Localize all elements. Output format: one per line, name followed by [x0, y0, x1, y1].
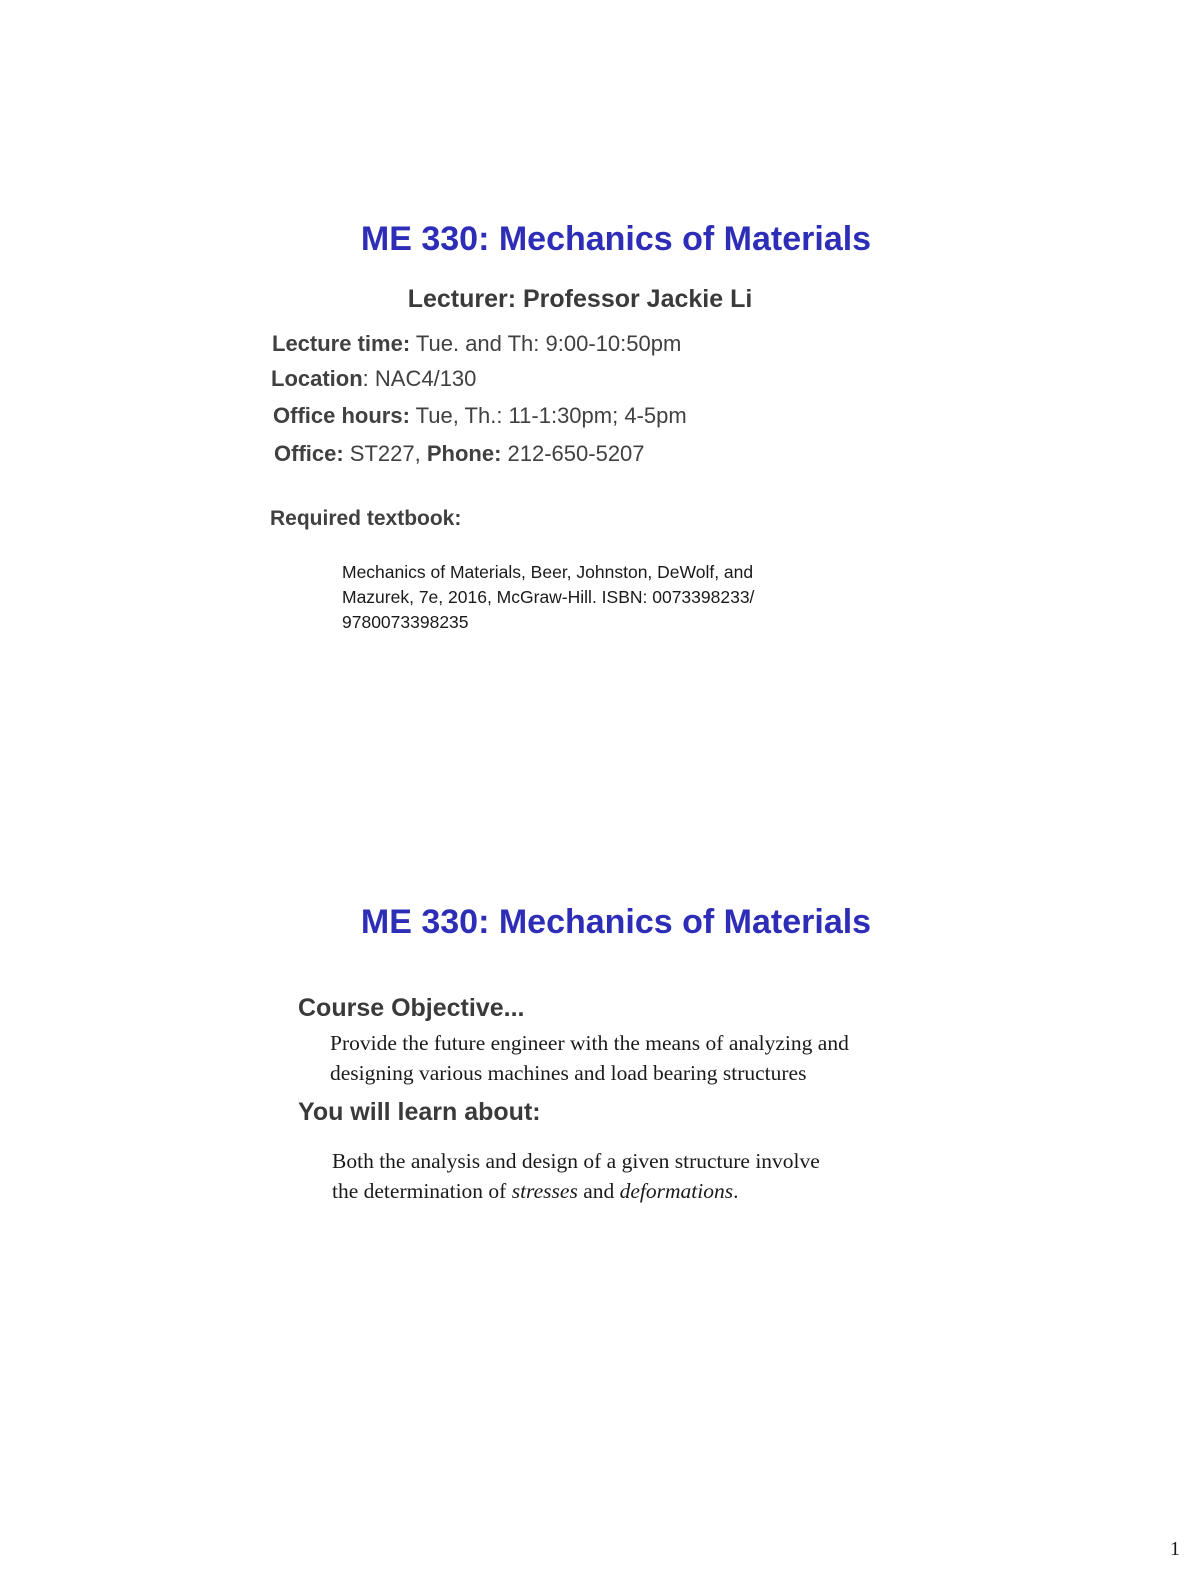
office-hours-line: [273, 403, 687, 429]
learn-about-text: [332, 1146, 972, 1206]
page-number: 1: [1170, 1538, 1180, 1560]
slide2-title: ME 330: Mechanics of Materials: [360, 903, 872, 941]
lecture-time-value: Tue. and Th: 9:00-10:50pm: [410, 331, 682, 356]
textbook-line: Mazurek, 7e, 2016, McGraw-Hill. ISBN: 0073398233/: [342, 587, 755, 607]
location-label: Location: [271, 366, 363, 391]
phone-value: 212-650-5207: [501, 441, 645, 466]
lecture-time-label: Lecture time:: [272, 331, 411, 356]
learn-about-heading: You will learn about:: [298, 1098, 541, 1126]
objective-line: designing various machines and load bearing structures: [330, 1061, 807, 1085]
office-hours-value: Tue, Th.: 11-1:30pm; 4-5pm: [409, 403, 687, 428]
location-line: [271, 366, 476, 392]
office-line: [274, 441, 645, 467]
slide1-title: ME 330: Mechanics of Materials: [360, 220, 872, 258]
textbook-line: 9780073398235: [342, 612, 469, 632]
required-textbook-label: Required textbook:: [270, 507, 462, 530]
course-objective-heading: Course Objective...: [298, 994, 525, 1022]
stresses-term: stresses: [511, 1179, 578, 1203]
phone-label: Phone:: [426, 441, 502, 466]
office-value: ST227,: [343, 441, 427, 466]
textbook-citation: [342, 560, 862, 635]
lecturer-line: Lecturer: Professor Jackie Li: [407, 285, 753, 313]
learn-line-prefix: the determination of: [332, 1179, 512, 1203]
location-value: : NAC4/130: [362, 366, 477, 391]
office-hours-label: Office hours:: [273, 403, 410, 428]
objective-line: Provide the future engineer with the means of analyzing and: [330, 1031, 849, 1055]
lecture-time-line: [272, 331, 681, 357]
textbook-line: Mechanics of Materials, Beer, Johnston, DeWolf, and: [342, 562, 754, 582]
learn-line-mid: and: [577, 1179, 620, 1203]
learn-line: Both the analysis and design of a given structure involve: [332, 1149, 820, 1173]
learn-line: [332, 1176, 972, 1206]
learn-line-suffix: .: [733, 1179, 739, 1203]
office-label: Office:: [274, 441, 344, 466]
deformations-term: deformations: [619, 1179, 734, 1203]
course-objective-text: [330, 1028, 970, 1088]
